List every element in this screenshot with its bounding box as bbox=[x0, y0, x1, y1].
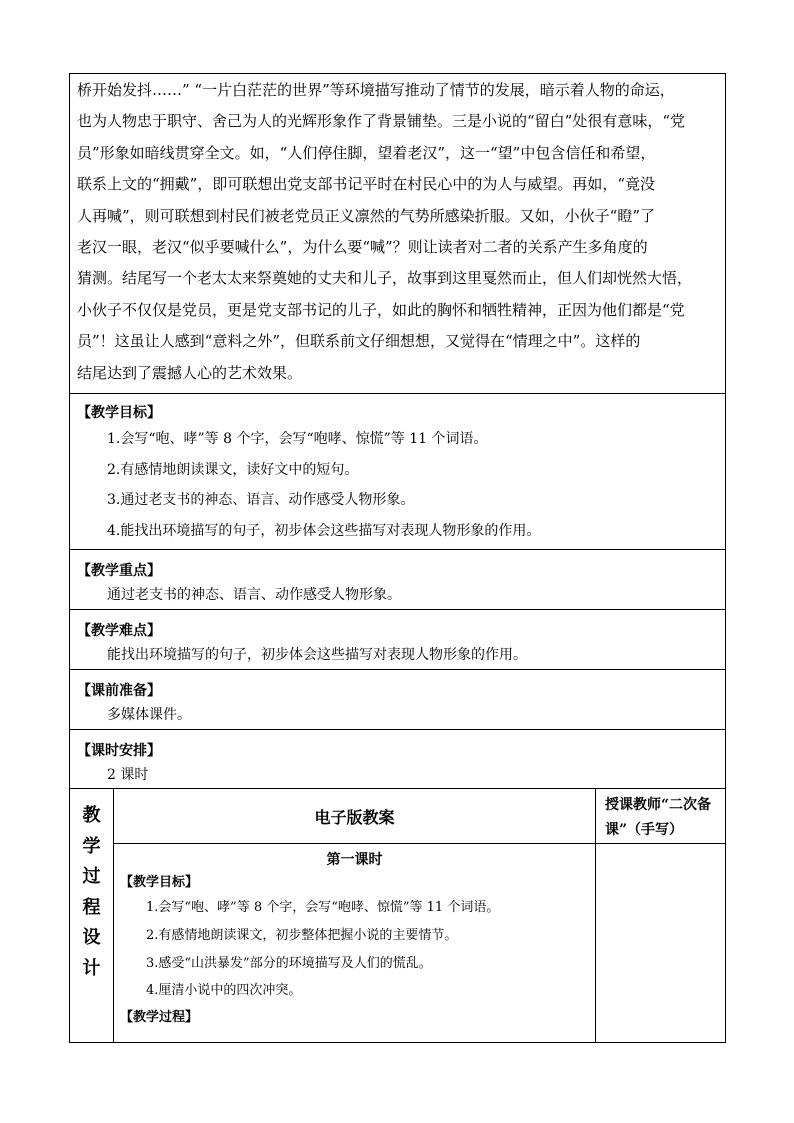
schedule-section bbox=[70, 730, 725, 788]
side-label-char: 学 bbox=[82, 835, 101, 857]
handwritten-notes-area[interactable] bbox=[596, 844, 725, 1042]
side-label-char: 设 bbox=[82, 927, 101, 949]
goal-item: 4.能找出环境描写的句子，初步体会这些描写对表现人物形象的作用。 bbox=[107, 522, 541, 539]
goal-item: 3.通过老支书的神态、语言、动作感受人物形象。 bbox=[107, 492, 415, 509]
intro-line: 员”！这虽让人感到“意料之外”，但联系前文仔细想想，又觉得在“情理之中”。这样的 bbox=[77, 332, 641, 351]
lesson-goal-item: 3.感受“山洪暴发”部分的环境描写及人们的慌乱。 bbox=[146, 955, 432, 971]
intro-line: 小伙子不仅仅是党员，更是党支部书记的儿子，如此的胸怀和牺牲精神，正因为他们都是“党 bbox=[77, 300, 685, 319]
lesson-goals-heading: 【教学目标】 bbox=[120, 875, 199, 891]
handwritten-notes-header: 授课教师“二次备课”（手写） bbox=[596, 789, 725, 844]
preparation-text: 多媒体课件。 bbox=[107, 707, 191, 724]
electronic-plan-header: 电子版教案 bbox=[114, 789, 595, 844]
first-lesson-body bbox=[114, 844, 595, 1031]
teaching-process-heading: 【教学过程】 bbox=[120, 1010, 199, 1026]
side-label-char: 计 bbox=[82, 957, 101, 979]
difficulties-text: 能找出环境描写的句子，初步体会这些描写对表现人物形象的作用。 bbox=[107, 647, 527, 664]
handwritten-notes-column bbox=[596, 789, 725, 1042]
teaching-process-table bbox=[69, 789, 726, 1043]
key-points-heading: 【教学重点】 bbox=[77, 563, 161, 580]
intro-line: 人再喊”，则可联想到村民们被老党员正义凛然的气势所感染折服。又如，小伙子“瞪”了 bbox=[77, 206, 656, 225]
process-side-label bbox=[70, 789, 114, 1042]
side-label-char: 程 bbox=[82, 896, 101, 918]
schedule-heading: 【课时安排】 bbox=[77, 743, 161, 760]
intro-analysis bbox=[70, 74, 725, 394]
goal-item: 1.会写“咆、哮”等 8 个字，会写“咆哮、惊慌”等 11 个词语。 bbox=[107, 431, 488, 448]
electronic-plan-column bbox=[114, 789, 596, 1042]
teaching-goals-heading: 【教学目标】 bbox=[77, 405, 161, 422]
lesson-goal-item: 1.会写“咆、哮”等 8 个字，会写“咆哮、惊慌”等 11 个词语。 bbox=[146, 900, 500, 916]
intro-line: 猜测。结尾写一个老太太来祭奠她的丈夫和儿子，故事到这里戛然而止，但人们却恍然大悟， bbox=[77, 269, 693, 288]
intro-line: 桥开始发抖……” “一片白茫茫的世界”等环境描写推动了情节的发展，暗示着人物的命运， bbox=[77, 81, 675, 99]
lesson-plan-page bbox=[69, 73, 726, 1043]
lesson-plan-table bbox=[69, 73, 726, 789]
key-points-text: 通过老支书的神态、语言、动作感受人物形象。 bbox=[107, 587, 401, 604]
preparation-section bbox=[70, 670, 725, 730]
lesson-title: 第一课时 bbox=[326, 852, 383, 869]
schedule-text: 2 课时 bbox=[107, 767, 149, 784]
key-points-section bbox=[70, 550, 725, 610]
preparation-heading: 【课前准备】 bbox=[77, 683, 161, 700]
goal-item: 2.有感情地朗读课文，读好文中的短句。 bbox=[107, 461, 359, 478]
side-label-char: 教 bbox=[82, 805, 101, 827]
intro-line: 联系上文的“拥戴”，即可联想出党支部书记平时在村民心中的为人与威望。再如，“竟没 bbox=[77, 175, 656, 194]
intro-line: 老汉一眼，老汉“似乎要喊什么”，为什么要“喊”？则让读者对二者的关系产生多角度的 bbox=[77, 238, 648, 257]
intro-line: 结尾达到了震撼人心的艺术效果。 bbox=[77, 363, 303, 382]
difficulties-section bbox=[70, 610, 725, 670]
intro-line: 也为人物忠于职守、舍己为人的光辉形象作了背景铺垫。三是小说的“留白”处很有意味，“党 bbox=[77, 112, 686, 131]
lesson-goal-item: 4.厘清小说中的四次冲突。 bbox=[146, 983, 302, 999]
side-label-char: 过 bbox=[82, 866, 101, 888]
teaching-goals-section bbox=[70, 394, 725, 550]
intro-line: 员”形象如暗线贯穿全文。如，“人们停住脚，望着老汉”，这一“望”中包含信任和希望， bbox=[77, 143, 656, 162]
difficulties-heading: 【教学难点】 bbox=[77, 623, 161, 640]
lesson-goal-item: 2.有感情地朗读课文，初步整体把握小说的主要情节。 bbox=[146, 927, 458, 943]
